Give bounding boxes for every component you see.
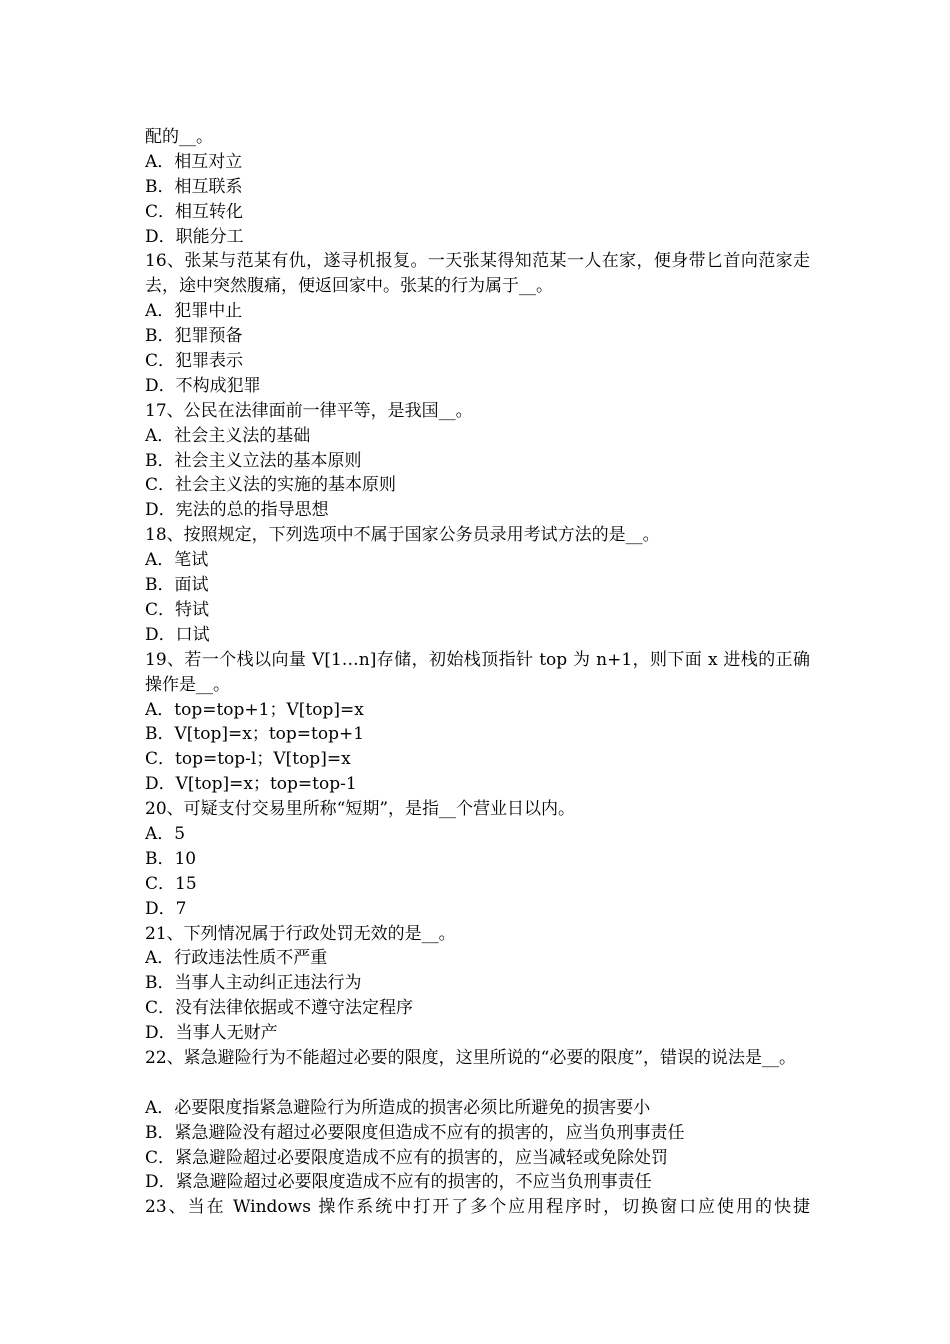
answer-option: D．V[top]=x；top=top-1 xyxy=(145,774,357,795)
answer-option: D．当事人无财产 xyxy=(145,1023,278,1044)
answer-option: D．紧急避险超过必要限度造成不应有的损害的，不应当负刑事责任 xyxy=(145,1172,652,1193)
answer-option: B．面试 xyxy=(145,575,209,596)
answer-option: A．笔试 xyxy=(145,550,209,571)
answer-option: B．紧急避险没有超过必要限度但造成不应有的损害的，应当负刑事责任 xyxy=(145,1122,685,1143)
answer-option: D．不构成犯罪 xyxy=(145,375,261,396)
answer-option: D．口试 xyxy=(145,624,210,645)
answer-option: C．紧急避险超过必要限度造成不应有的损害的，应当减轻或免除处罚 xyxy=(145,1147,669,1168)
answer-option: B．犯罪预备 xyxy=(145,326,243,347)
answer-option: B．当事人主动纠正违法行为 xyxy=(145,973,362,994)
answer-option: A．犯罪中止 xyxy=(145,301,243,322)
answer-option: D．职能分工 xyxy=(145,226,244,247)
question-stem: 19、若一个栈以向量 V[1…n]存储，初始栈顶指针 top 为 n+1，则下面 x 进栈的正确操作是__。 xyxy=(145,649,810,695)
question-stem: 21、下列情况属于行政处罚无效的是__。 xyxy=(145,923,456,944)
document-body xyxy=(145,125,810,1220)
answer-option: B．10 xyxy=(145,848,197,869)
answer-option: C．犯罪表示 xyxy=(145,351,244,372)
answer-option: C．相互转化 xyxy=(145,201,244,222)
answer-option: D．7 xyxy=(145,898,187,919)
question-stem: 18、按照规定，下列选项中不属于国家公务员录用考试方法的是__。 xyxy=(145,525,660,546)
answer-option: C．top=top-l；V[top]=x xyxy=(145,749,351,770)
answer-option: A．top=top+1；V[top]=x xyxy=(145,699,364,720)
answer-option: B．V[top]=x；top=top+1 xyxy=(145,724,365,745)
answer-option: B．相互联系 xyxy=(145,176,243,197)
answer-option: C．社会主义法的实施的基本原则 xyxy=(145,475,397,496)
question-stem: 17、公民在法律面前一律平等，是我国__。 xyxy=(145,400,473,421)
answer-option: C．15 xyxy=(145,873,197,894)
answer-option: D．宪法的总的指导思想 xyxy=(145,500,329,521)
answer-option: A．行政违法性质不严重 xyxy=(145,948,328,969)
answer-option: C．没有法律依据或不遵守法定程序 xyxy=(145,998,414,1019)
answer-option: A．5 xyxy=(145,823,186,844)
question-stem: 22、紧急避险行为不能超过必要的限度，这里所说的“必要的限度”，错误的说法是__。 xyxy=(145,1047,797,1068)
answer-option: C．特试 xyxy=(145,599,210,620)
answer-option: A．相互对立 xyxy=(145,151,243,172)
question-stem: 20、可疑支付交易里所称“短期”，是指__个营业日以内。 xyxy=(145,799,576,820)
text-line: 配的__。 xyxy=(145,127,213,147)
question-stem: 23、当在 Windows 操作系统中打开了多个应用程序时，切换窗口应使用的快捷 xyxy=(145,1197,810,1218)
answer-option: B．社会主义立法的基本原则 xyxy=(145,450,362,471)
question-stem: 16、张某与范某有仇，遂寻机报复。一天张某得知范某一人在家，便身带匕首向范家走去，途中突然腹痛，便返回家中。张某的行为属于__。 xyxy=(145,251,810,297)
answer-option: A．社会主义法的基础 xyxy=(145,425,311,446)
answer-option: A．必要限度指紧急避险行为所造成的损害必须比所避免的损害要小 xyxy=(145,1097,651,1118)
